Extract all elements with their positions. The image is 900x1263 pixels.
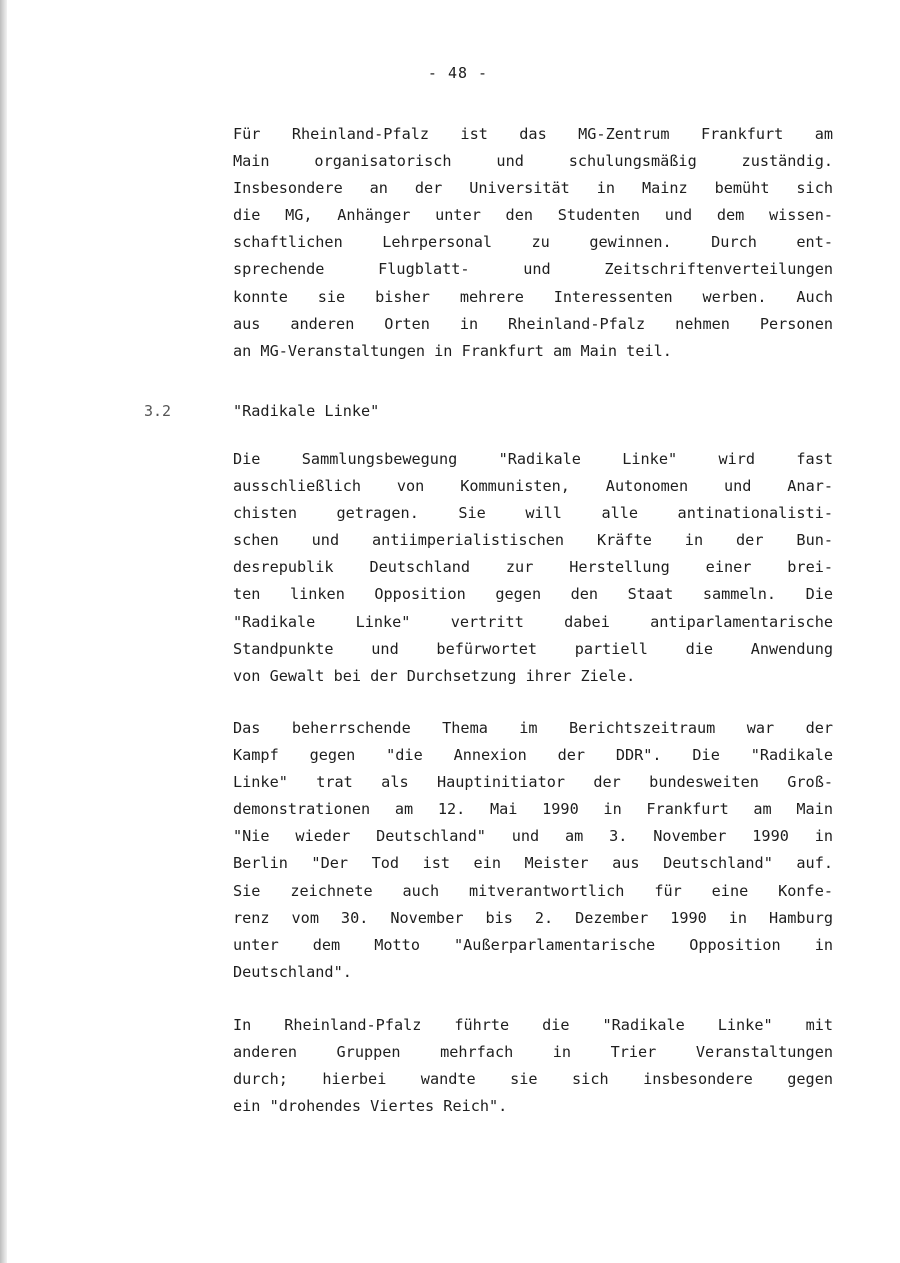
paragraph-sammlungsbewegung: [233, 446, 833, 690]
text-line: die MG, Anhänger unter den Studenten und dem wissen-: [233, 206, 833, 225]
text-line: an MG-Veranstaltungen in Frankfurt am Main teil.: [233, 341, 672, 360]
text-line: desrepublik Deutschland zur Herstellung einer brei-: [233, 558, 833, 577]
text-line: "Nie wieder Deutschland" und am 3. November 1990 in: [233, 827, 833, 846]
text-line: Linke" trat als Hauptinitiator der bundesweiten Groß-: [233, 773, 833, 792]
text-line: Für Rheinland-Pfalz ist das MG-Zentrum Frankfurt am: [233, 125, 833, 143]
text-line: chisten getragen. Sie will alle antinationalisti-: [233, 504, 833, 523]
text-line: aus anderen Orten in Rheinland-Pfalz nehmen Personen: [233, 314, 833, 333]
text-line: ten linken Opposition gegen den Staat sammeln. Die: [233, 585, 833, 604]
text-line: Standpunkte und befürwortet partiell die Anwendung: [233, 639, 833, 658]
text-line: Die Sammlungsbewegung "Radikale Linke" wird fast: [233, 450, 833, 468]
paragraph-beherrschende-thema: [233, 715, 833, 986]
text-line: sprechende Flugblatt- und Zeitschriftenverteilungen: [233, 260, 833, 279]
text-line: unter dem Motto "Außerparlamentarische Opposition in: [233, 935, 833, 954]
text-line: schen und antiimperialistischen Kräfte in der Bun-: [233, 531, 833, 550]
text-line: Sie zeichnete auch mitverantwortlich für eine Konfe-: [233, 881, 833, 900]
text-line: durch; hierbei wandte sie sich insbesondere gegen: [233, 1070, 833, 1089]
section-number: 3.2: [144, 402, 172, 420]
text-line: Insbesondere an der Universität in Mainz bemüht sich: [233, 179, 833, 198]
text-line: "Radikale Linke" vertritt dabei antiparlamentarische: [233, 612, 833, 631]
text-line: renz vom 30. November bis 2. Dezember 1990 in Hamburg: [233, 908, 833, 927]
scan-edge-shadow: [0, 0, 7, 1263]
text-line: Deutschland".: [233, 962, 352, 981]
text-line: von Gewalt bei der Durchsetzung ihrer Ziele.: [233, 666, 636, 685]
text-line: In Rheinland-Pfalz führte die "Radikale Linke" mit: [233, 1016, 833, 1034]
page-number: - 48 -: [427, 64, 489, 82]
text-line: anderen Gruppen mehrfach in Trier Veranstaltungen: [233, 1043, 833, 1062]
section-title-text: "Radikale Linke": [233, 402, 380, 420]
text-line: ein "drohendes Viertes Reich".: [233, 1097, 508, 1116]
text-line: Main organisatorisch und schulungsmäßig zuständig.: [233, 152, 833, 171]
paragraph-trier-veranstaltungen: [233, 1012, 833, 1120]
text-line: Berlin "Der Tod ist ein Meister aus Deutschland" auf.: [233, 854, 833, 873]
text-line: konnte sie bisher mehrere Interessenten werben. Auch: [233, 287, 833, 306]
text-line: ausschließlich von Kommunisten, Autonomen und Anar-: [233, 477, 833, 496]
paragraph-mg-rheinland-pfalz: [233, 121, 833, 365]
text-line: demonstrationen am 12. Mai 1990 in Frankfurt am Main: [233, 800, 833, 819]
text-line: Kampf gegen "die Annexion der DDR". Die "Radikale: [233, 746, 833, 765]
text-line: Das beherrschende Thema im Berichtszeitraum war der: [233, 719, 833, 737]
text-line: schaftlichen Lehrpersonal zu gewinnen. Durch ent-: [233, 233, 833, 252]
section-title: [233, 398, 833, 425]
